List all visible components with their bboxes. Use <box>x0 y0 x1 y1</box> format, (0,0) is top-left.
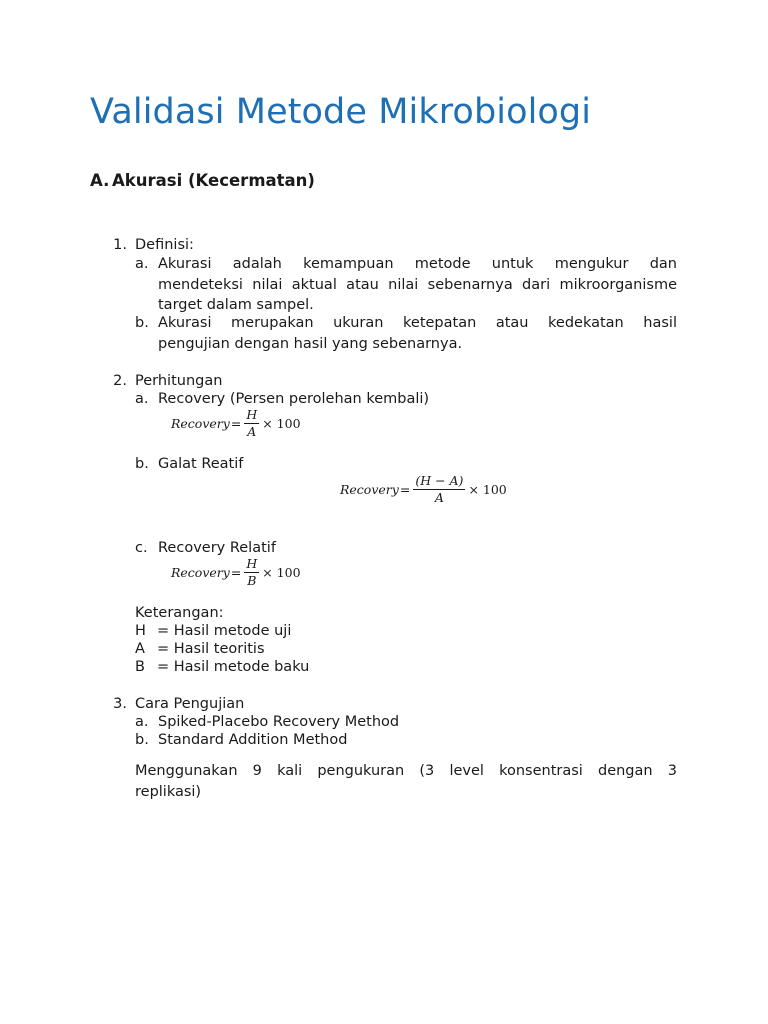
formula-lhs: Recovery <box>340 482 399 497</box>
formula-numerator: (H − A) <box>415 473 464 488</box>
legend-value: = Hasil metode baku <box>157 659 310 675</box>
item-number-1: 1. <box>113 237 127 253</box>
subitem-letter-2c: c. <box>135 540 148 556</box>
subitem-label-spiked-placebo: Spiked-Placebo Recovery Method <box>158 714 400 730</box>
item-label-perhitungan: Perhitungan <box>135 373 223 389</box>
subitem-label-recovery: Recovery (Persen perolehan kembali) <box>158 391 430 407</box>
section-marker: A. <box>90 171 110 190</box>
subitem-letter-3b: b. <box>135 732 149 748</box>
page-title: Validasi Metode Mikrobiologi <box>90 92 592 132</box>
formula-equals: = <box>399 482 411 497</box>
subitem-label-galat-reatif: Galat Reatif <box>158 456 244 472</box>
legend-key: A <box>135 641 145 657</box>
method-note <box>135 761 677 802</box>
formula-fraction <box>244 408 259 439</box>
item-number-3: 3. <box>113 696 127 712</box>
formula-denominator: A <box>247 424 257 439</box>
subitem-label-recovery-relatif: Recovery Relatif <box>158 540 276 556</box>
method-note-line1: Menggunakan 9 kali pengukuran (3 level konsentrasi dengan 3 <box>135 763 677 779</box>
definition-a-line2: mendeteksi nilai aktual atau nilai sebenarnya dari mikroorganisme <box>158 276 677 293</box>
subitem-letter-1b: b. <box>135 315 149 331</box>
definition-b <box>158 313 677 354</box>
formula-equals: = <box>230 565 242 580</box>
legend-row-a <box>135 640 265 658</box>
formula-numerator: H <box>246 556 258 571</box>
section-heading <box>90 171 315 190</box>
definition-a <box>158 254 677 316</box>
formula-fraction <box>413 474 465 505</box>
formula-lhs: Recovery <box>171 416 230 431</box>
subitem-letter-2b: b. <box>135 456 149 472</box>
formula-numerator: H <box>246 407 258 422</box>
legend-row-b <box>135 658 309 676</box>
formula-galat-reatif <box>340 474 507 505</box>
formula-recovery <box>171 408 301 439</box>
subitem-letter-1a: a. <box>135 256 149 272</box>
method-note-line2: replikasi) <box>135 783 202 800</box>
item-label-cara-pengujian: Cara Pengujian <box>135 696 245 712</box>
legend-key: H <box>135 623 146 639</box>
formula-equals: = <box>230 416 242 431</box>
legend-value: = Hasil metode uji <box>157 623 292 639</box>
formula-recovery-relatif <box>171 557 301 588</box>
item-number-2: 2. <box>113 373 127 389</box>
formula-denominator: B <box>247 573 257 588</box>
legend-value: = Hasil teoritis <box>157 641 265 657</box>
item-label-definisi: Definisi: <box>135 237 194 253</box>
formula-multiplier: × 100 <box>262 565 301 580</box>
legend-key: B <box>135 659 145 675</box>
subitem-letter-3a: a. <box>135 714 149 730</box>
formula-lhs: Recovery <box>171 565 230 580</box>
formula-denominator: A <box>434 490 444 505</box>
formula-multiplier: × 100 <box>468 482 507 497</box>
formula-fraction <box>244 557 259 588</box>
definition-b-line2: pengujian dengan hasil yang sebenarnya. <box>158 335 463 352</box>
section-heading-text: Akurasi (Kecermatan) <box>112 171 315 190</box>
subitem-label-standard-addition: Standard Addition Method <box>158 732 348 748</box>
definition-a-line1: Akurasi adalah kemampuan metode untuk mengukur dan <box>158 256 677 272</box>
formula-multiplier: × 100 <box>262 416 301 431</box>
definition-b-line1: Akurasi merupakan ukuran ketepatan atau kedekatan hasil <box>158 315 677 331</box>
legend-heading: Keterangan: <box>135 605 224 621</box>
legend-row-h <box>135 622 291 640</box>
subitem-letter-2a: a. <box>135 391 149 407</box>
definition-a-line3: target dalam sampel. <box>158 297 314 313</box>
